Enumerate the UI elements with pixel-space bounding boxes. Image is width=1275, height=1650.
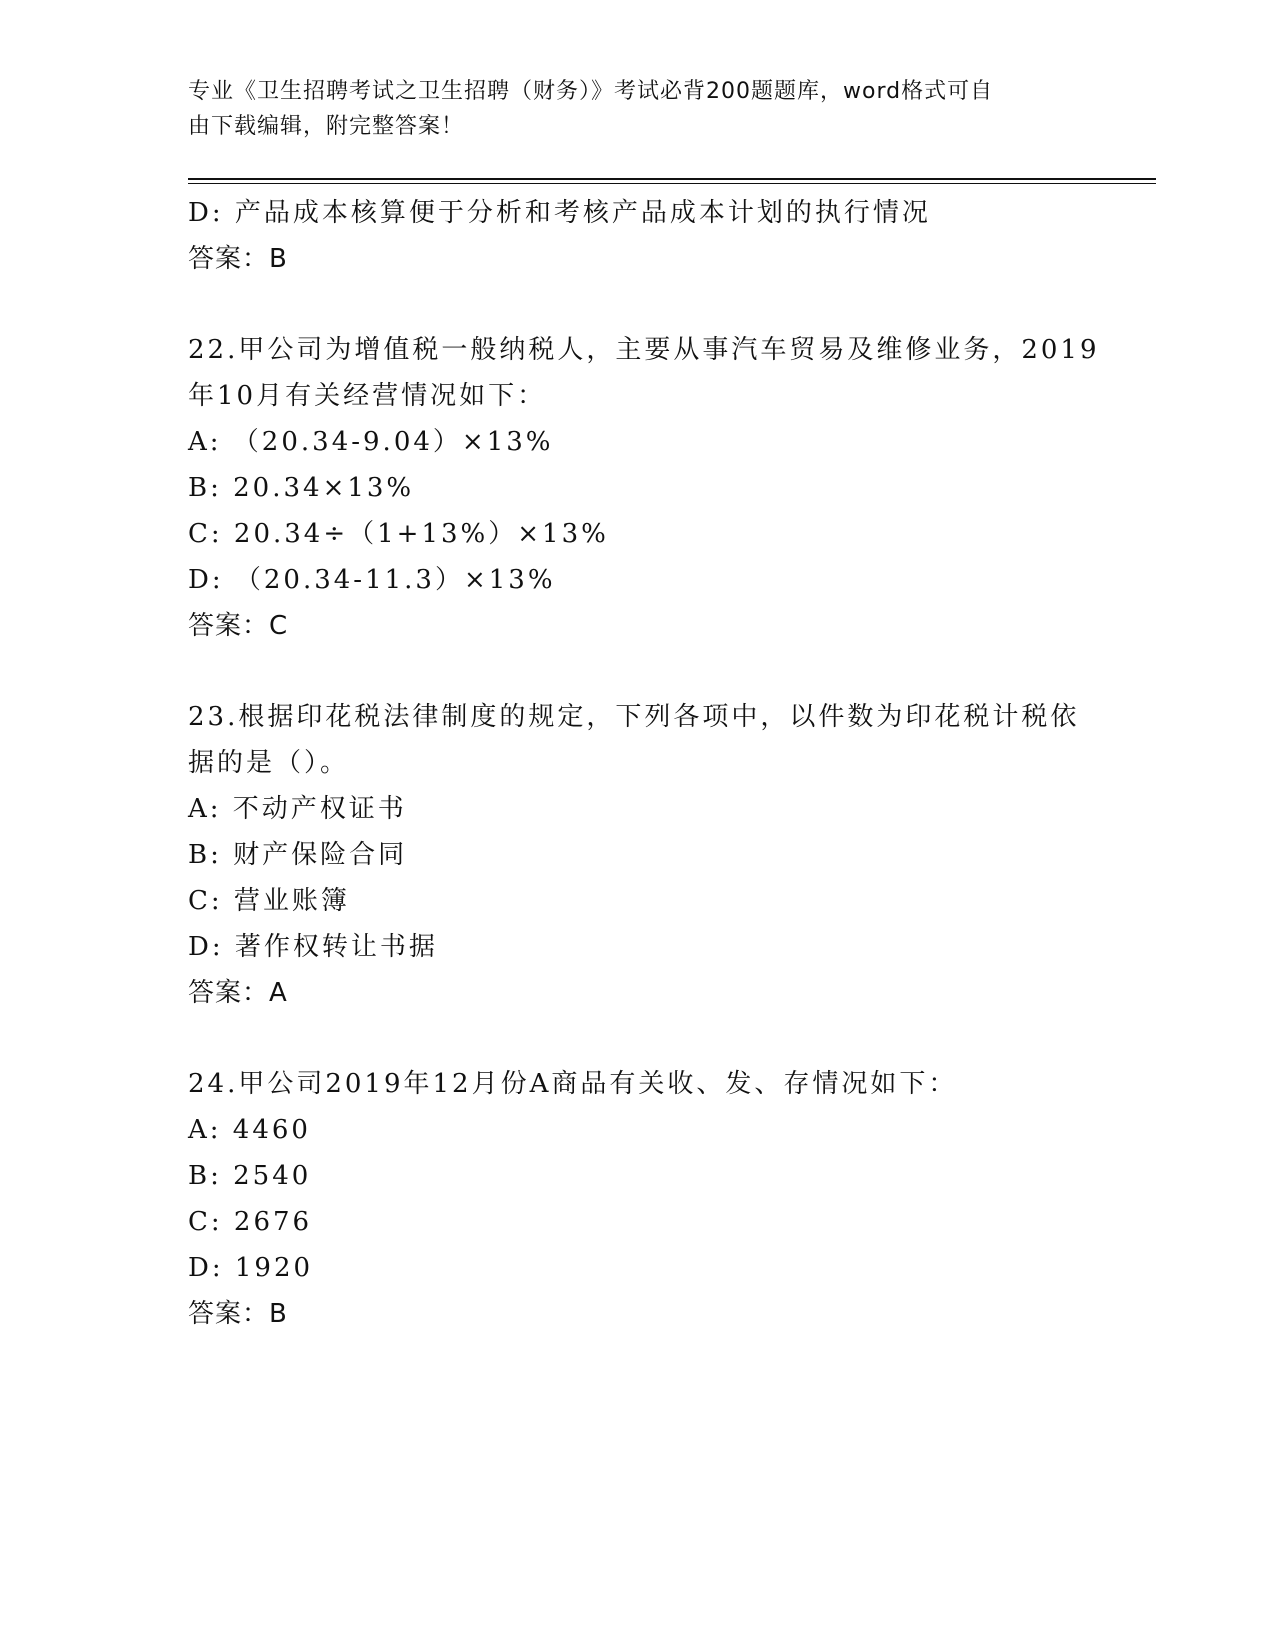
- header-divider-thick: [188, 178, 1156, 180]
- answer: 答案：A: [188, 978, 288, 1008]
- answer: 答案：B: [188, 1299, 288, 1329]
- document-header: [188, 74, 1068, 144]
- option-a: A: （20.34-9.04）×13%: [188, 427, 554, 457]
- header-line-2: 由下载编辑，附完整答案！: [188, 114, 465, 139]
- question-stem-continued: 据的是（）。: [188, 748, 350, 778]
- option-b: B: 财产保险合同: [188, 840, 408, 870]
- option-c: C: 2676: [188, 1207, 313, 1237]
- question-22: [188, 327, 1100, 649]
- option-a: A: 4460: [188, 1115, 311, 1145]
- option-a: A: 不动产权证书: [188, 794, 407, 824]
- option-d: D: 产品成本核算便于分析和考核产品成本计划的执行情况: [188, 198, 931, 228]
- question-stem: 22.甲公司为增值税一般纳税人，主要从事汽车贸易及维修业务，2019: [188, 335, 1100, 365]
- question-24: [188, 1061, 1088, 1337]
- answer: 答案：B: [188, 244, 288, 274]
- option-c: C: 营业账簿: [188, 886, 350, 916]
- question-stem: 23.根据印花税法律制度的规定，下列各项中，以件数为印花税计税依: [188, 702, 1080, 732]
- header-line-1: 专业《卫生招聘考试之卫生招聘（财务）》考试必背200题题库，word格式可自: [188, 79, 994, 104]
- answer: 答案：C: [188, 611, 289, 641]
- option-b: B: 20.34×13%: [188, 473, 415, 503]
- option-d: D: 著作权转让书据: [188, 932, 438, 962]
- question-stem: 24.甲公司2019年12月份A商品有关收、发、存情况如下：: [188, 1069, 958, 1099]
- option-d: D: （20.34-11.3）×13%: [188, 565, 556, 595]
- question-21-tail: [188, 190, 1088, 282]
- option-d: D: 1920: [188, 1253, 314, 1283]
- header-divider-thin: [188, 183, 1156, 184]
- question-23: [188, 694, 1088, 1016]
- option-b: B: 2540: [188, 1161, 312, 1191]
- question-stem-continued: 年10月有关经营情况如下：: [188, 381, 547, 411]
- option-c: C: 20.34÷（1+13%）×13%: [188, 519, 609, 549]
- question-list: [188, 190, 1100, 1337]
